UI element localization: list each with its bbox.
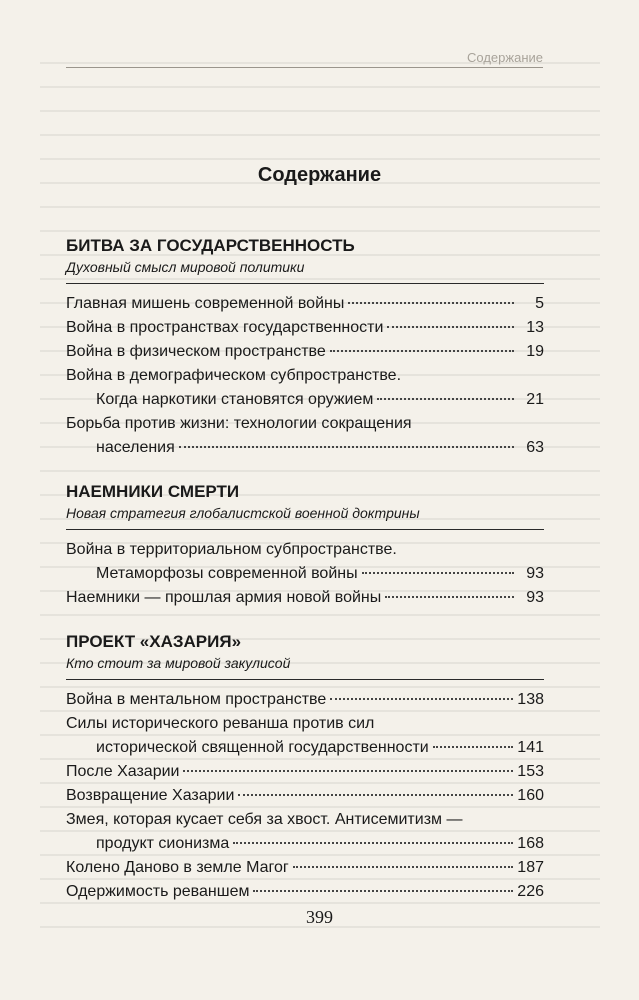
section-title: БИТВА ЗА ГОСУДАРСТВЕННОСТЬ xyxy=(66,236,355,255)
section-rule xyxy=(66,529,544,530)
toc-page-number: 93 xyxy=(526,565,544,582)
section-subtitle: Духовный смысл мировой политики xyxy=(66,259,305,275)
toc-entry-text: Главная мишень современной войны xyxy=(66,295,345,312)
dot-leader xyxy=(330,698,513,700)
toc-page-number: 63 xyxy=(526,439,544,456)
toc-page-number: 226 xyxy=(517,883,544,900)
toc-page-number: 5 xyxy=(535,295,544,312)
table-of-contents xyxy=(66,235,544,925)
toc-entry-line xyxy=(66,538,544,562)
toc-entry xyxy=(66,340,544,364)
toc-entry xyxy=(66,760,544,784)
header-rule xyxy=(66,67,543,68)
toc-entry-line xyxy=(66,340,544,364)
toc-entry-text: Война в пространствах государственности xyxy=(66,319,384,336)
toc-entry-text: Змея, которая кусает себя за хвост. Антисемитизм — xyxy=(66,811,463,828)
section-subtitle: Кто стоит за мировой закулисой xyxy=(66,655,291,671)
toc-entry-line xyxy=(66,736,544,760)
toc-entry-text: Силы исторического реванша против сил xyxy=(66,715,375,732)
dot-leader xyxy=(233,842,513,844)
toc-entry-text: Война в территориальном субпространстве. xyxy=(66,541,397,558)
toc-entry-line xyxy=(66,688,544,712)
toc-entry xyxy=(66,586,544,610)
toc-entry xyxy=(66,316,544,340)
dot-leader xyxy=(179,446,514,448)
toc-entry-text: Война в ментальном пространстве xyxy=(66,691,327,708)
toc-entry xyxy=(66,856,544,880)
toc-entry-line xyxy=(66,808,544,832)
dot-leader xyxy=(387,326,514,328)
running-head: Содержание xyxy=(467,50,543,65)
toc-entry-line xyxy=(66,316,544,340)
toc-page-number: 141 xyxy=(517,739,544,756)
toc-entry-text: населения xyxy=(96,439,175,456)
toc-entry-line xyxy=(66,388,544,412)
dot-leader xyxy=(385,596,514,598)
toc-entry-line xyxy=(66,784,544,808)
dot-leader xyxy=(253,890,513,892)
toc-page-number: 93 xyxy=(526,589,544,606)
toc-entry-text: Одержимость реваншем xyxy=(66,883,250,900)
toc-entry xyxy=(66,538,544,586)
toc-section xyxy=(66,631,544,904)
section-title: ПРОЕКТ «ХАЗАРИЯ» xyxy=(66,632,242,651)
toc-entry-text: исторической священной государственности xyxy=(96,739,429,756)
toc-entry xyxy=(66,784,544,808)
toc-page-number: 21 xyxy=(526,391,544,408)
dot-leader xyxy=(348,302,514,304)
toc-entry-line xyxy=(66,364,544,388)
toc-entry xyxy=(66,880,544,904)
toc-page-number: 13 xyxy=(526,319,544,336)
toc-entry-text: Наемники — прошлая армия новой войны xyxy=(66,589,382,606)
toc-entry xyxy=(66,292,544,316)
dot-leader xyxy=(183,770,513,772)
dot-leader xyxy=(433,746,514,748)
toc-entry xyxy=(66,688,544,712)
toc-entry-line xyxy=(66,880,544,904)
toc-page-number: 19 xyxy=(526,343,544,360)
toc-entry-text: После Хазарии xyxy=(66,763,180,780)
dot-leader xyxy=(293,866,514,868)
section-title: НАЕМНИКИ СМЕРТИ xyxy=(66,482,240,501)
dot-leader xyxy=(330,350,514,352)
toc-page-number: 187 xyxy=(517,859,544,876)
toc-entry-text: Метаморфозы современной войны xyxy=(96,565,358,582)
page-number: 399 xyxy=(306,907,333,927)
dot-leader xyxy=(377,398,514,400)
toc-entry-text: Война в физическом пространстве xyxy=(66,343,326,360)
toc-page-number: 138 xyxy=(517,691,544,708)
toc-page-number: 160 xyxy=(517,787,544,804)
toc-entry xyxy=(66,364,544,412)
toc-entry-text: продукт сионизма xyxy=(96,835,230,852)
toc-entry-line xyxy=(66,586,544,610)
dot-leader xyxy=(238,794,513,796)
page-title: Содержание xyxy=(257,164,382,186)
toc-page-number: 153 xyxy=(517,763,544,780)
toc-entry-line xyxy=(66,562,544,586)
section-subtitle: Новая стратегия глобалистской военной доктрины xyxy=(66,505,420,521)
section-rule xyxy=(66,283,544,284)
toc-entry-line xyxy=(66,832,544,856)
toc-entry xyxy=(66,808,544,856)
toc-section xyxy=(66,481,544,610)
toc-entry-text: Колено Даново в земле Магог xyxy=(66,859,289,876)
toc-section xyxy=(66,235,544,460)
toc-entry-line xyxy=(66,292,544,316)
dot-leader xyxy=(362,572,514,574)
toc-entry-text: Борьба против жизни: технологии сокращения xyxy=(66,415,412,432)
toc-entry-line xyxy=(66,436,544,460)
toc-page-number: 168 xyxy=(517,835,544,852)
toc-entry-line xyxy=(66,760,544,784)
section-rule xyxy=(66,679,544,680)
toc-entry-line xyxy=(66,412,544,436)
toc-entry-line xyxy=(66,712,544,736)
toc-entry xyxy=(66,712,544,760)
toc-entry-text: Война в демографическом субпространстве. xyxy=(66,367,402,384)
toc-entry-line xyxy=(66,856,544,880)
toc-entry-text: Когда наркотики становятся оружием xyxy=(96,391,374,408)
toc-entry-text: Возвращение Хазарии xyxy=(66,787,235,804)
toc-entry xyxy=(66,412,544,460)
